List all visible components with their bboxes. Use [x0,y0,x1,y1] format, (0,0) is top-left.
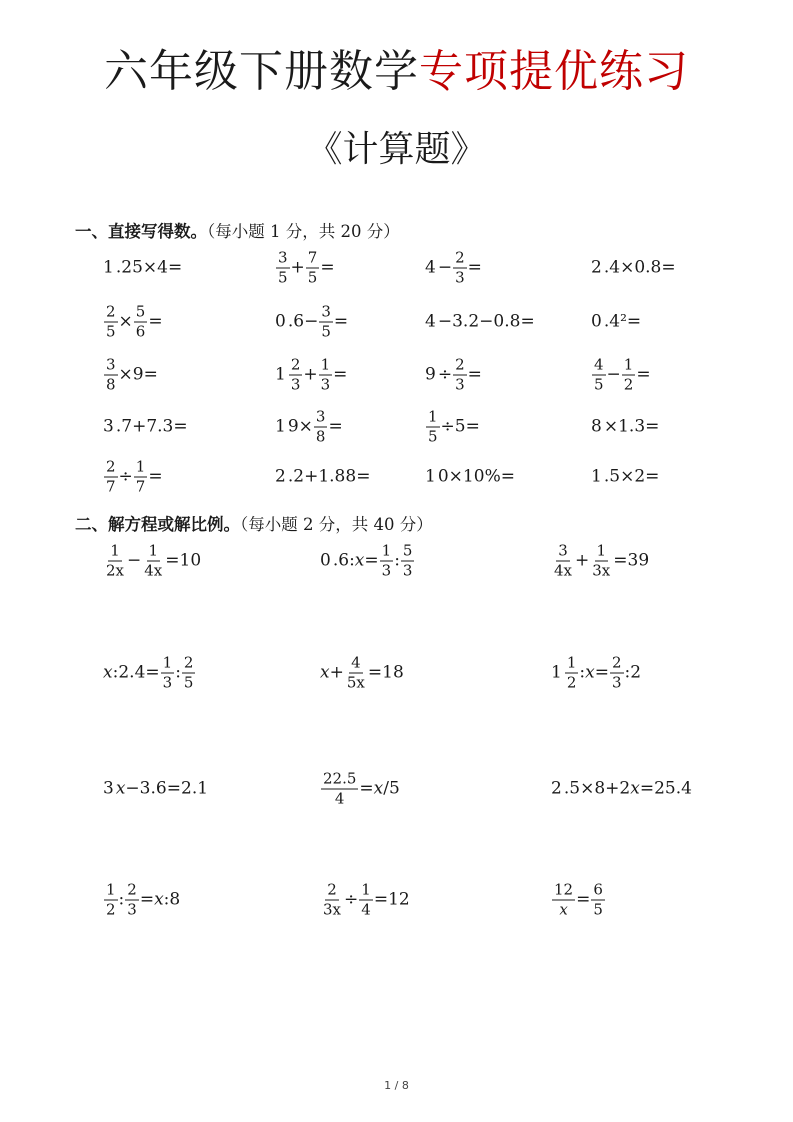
section1-heading [75,218,400,242]
section2-note: （每小题 2 分，共 40 分） [240,515,433,534]
arithmetic-problem: 1 . 2 5 × 4 = [103,257,183,278]
fraction: $\frac{2}{3}$ [290,355,301,394]
fraction: $\frac{5}{3}$ [402,541,413,580]
fraction: $\frac{1}{2}$ [106,880,116,919]
fraction: $\frac{2}{3}$ [127,880,137,919]
fraction: $\frac{1}{2}$ [566,653,577,692]
arithmetic-problem: 2 . 4 × 0 . 8 = [591,257,676,278]
section1-note: （每小题 1 分，共 20 分） [207,222,400,241]
arithmetic-problem: 8 × 1 . 3 = [591,416,660,437]
fraction: $\frac{1}{7}$ [135,457,146,496]
fraction: $\frac{1}{3}$ [320,355,331,394]
arithmetic-problem: $\frac{1}{5}$ ÷ 5 = [428,407,480,446]
arithmetic-problem: $\frac{3}{8}$ × 9 = [106,355,158,394]
arithmetic-problem: 9 ÷ $\frac{2}{3}$ = [425,355,482,394]
fraction: $\frac{4}{5x}$ [346,653,365,692]
equation-problem: x : 2 . 4 = $\frac{1}{3}$ : $\frac{2}{5}$ [103,653,194,692]
equation-problem: 3 x − 3 . 6 = 2 . 1 [103,778,209,799]
fraction: $\frac{3}{5}$ [278,248,288,287]
fraction: $\frac{2}{3}$ [611,653,622,692]
arithmetic-problem: $\frac{4}{5}$ − $\frac{1}{2}$ = [594,355,651,394]
arithmetic-problem: 1 . 5 × 2 = [591,466,660,487]
page-number: 1 / 8 [384,1079,409,1092]
fraction: $\frac{3}{5}$ [321,302,331,341]
fraction: $\frac{3}{8}$ [315,407,326,446]
title-part2: 专项提优练习 [419,46,689,97]
page-title [0,46,793,97]
arithmetic-problem: 1 $\frac{2}{3}$ + $\frac{1}{3}$ = [275,355,348,394]
equation-problem: 1 $\frac{1}{2}$ : x = $\frac{2}{3}$ : 2 [551,653,642,692]
section1-heading-text: 一、直接写得数。 [75,222,207,241]
arithmetic-problem: 1 9 × $\frac{3}{8}$ = [275,407,343,446]
arithmetic-problem: 0 . 6 − $\frac{3}{5}$ = [275,302,349,341]
arithmetic-problem: 4 − $\frac{2}{3}$ = [425,248,482,287]
arithmetic-problem: 3 . 7 + 7 . 3 = [103,416,188,437]
equation-problem: x + $\frac{4}{5x}$ = 1 8 [320,653,404,692]
equation-problem: 0 . 6 : x = $\frac{1}{3}$ : $\frac{5}{3}$ [320,541,413,580]
title-part1: 六年级下册数学 [104,46,419,97]
fraction: $\frac{1}{3x}$ [592,541,611,580]
equation-problem: 2 . 5 × 8 + 2 x = 2 5 . 4 [551,778,692,799]
fraction: $\frac{1}{2}$ [623,355,634,394]
arithmetic-problem: 2 . 2 + 1 . 8 8 = [275,466,371,487]
fraction: $\frac{22.5}{4}$ [323,769,357,808]
fraction: $\frac{1}{3}$ [381,541,392,580]
section2-heading [75,511,433,535]
equation-problem: $\frac{1}{2x}$ − $\frac{1}{4x}$ = 1 0 [106,541,202,580]
equation-problem: $\frac{2}{3x}$ ÷ $\frac{1}{4}$ = 1 2 [323,880,410,919]
equation-problem: $\frac{22.5}{4}$ = x / 5 [323,769,400,808]
fraction: $\frac{2}{5}$ [106,302,116,341]
arithmetic-problem: $\frac{2}{5}$ × $\frac{5}{6}$ = [106,302,163,341]
arithmetic-problem: $\frac{2}{7}$ ÷ $\frac{1}{7}$ = [106,457,163,496]
section2-heading-text: 二、解方程或解比例。 [75,515,240,534]
fraction: $\frac{7}{5}$ [307,248,318,287]
fraction: $\frac{1}{3}$ [162,653,173,692]
arithmetic-problem: 0 . 4 ² = [591,311,642,332]
fraction: $\frac{5}{6}$ [135,302,146,341]
fraction: $\frac{6}{5}$ [593,880,603,919]
arithmetic-problem: $\frac{3}{5}$ + $\frac{7}{5}$ = [278,248,335,287]
fraction: $\frac{12}{x}$ [554,880,574,919]
fraction: $\frac{3}{8}$ [106,355,116,394]
fraction: $\frac{1}{4x}$ [144,541,163,580]
equation-problem: $\frac{1}{2}$ : $\frac{2}{3}$ = x : 8 [106,880,181,919]
equation-problem: $\frac{3}{4x}$ + $\frac{1}{3x}$ = 3 9 [554,541,650,580]
fraction: $\frac{2}{5}$ [183,653,194,692]
fraction: $\frac{2}{3}$ [455,355,465,394]
fraction: $\frac{4}{5}$ [594,355,604,394]
arithmetic-problem: 1 0 × 1 0 % = [425,466,515,487]
fraction: $\frac{1}{4}$ [361,880,371,919]
fraction: $\frac{1}{5}$ [428,407,438,446]
fraction: $\frac{2}{3}$ [455,248,465,287]
fraction: $\frac{2}{7}$ [106,457,116,496]
page-subtitle: 《计算题》 [306,129,487,170]
fraction: $\frac{1}{2x}$ [106,541,125,580]
fraction: $\frac{3}{4x}$ [554,541,573,580]
arithmetic-problem: 4 − 3 . 2 − 0 . 8 = [425,311,535,332]
equation-problem: $\frac{12}{x}$ = $\frac{6}{5}$ [554,880,603,919]
fraction: $\frac{2}{3x}$ [323,880,342,919]
